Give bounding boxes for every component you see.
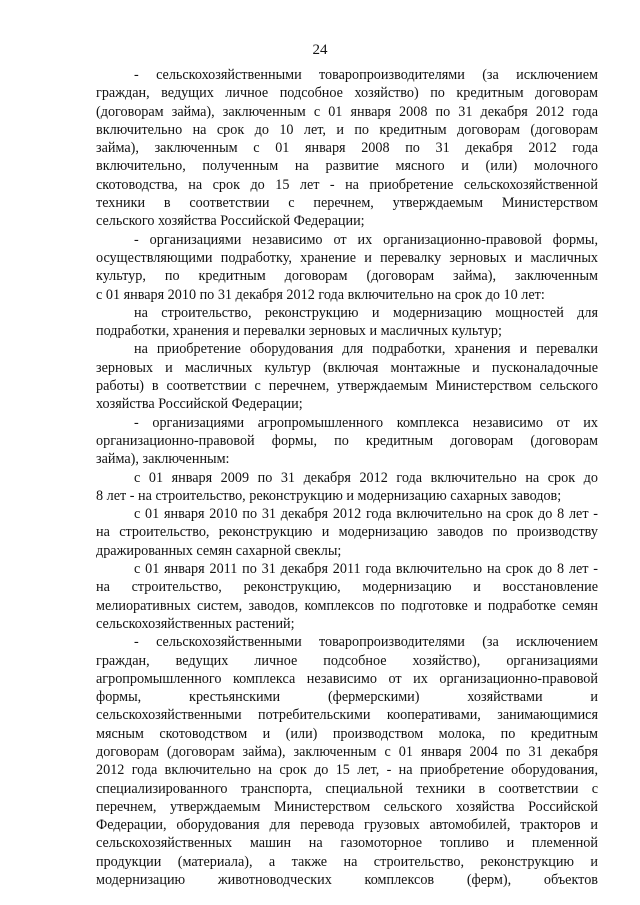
text-line: хозяйства Российской Федерации; [96, 396, 303, 413]
text-line: на строительство, реконструкцию, модернизацию и восстановление [96, 579, 598, 596]
paragraph [96, 66, 598, 231]
text-line: - организациями независимо от их организационно-правовой формы, [134, 231, 598, 248]
paragraph [96, 231, 598, 304]
text-line: сельскохозяйственными потребительскими кооперативами, занимающимися [96, 707, 598, 724]
text-line: Федерации, оборудования для перевода грузовых автомобилей, тракторов и [96, 817, 598, 834]
text-line: подработки, хранения и перевалки зерновых и масличных культур; [96, 323, 502, 340]
text-line: зерновых и масличных культур (включая монтажные и пусконаладочные [96, 359, 598, 376]
text-line: включительно, полученным на развитие мясного и (или) молочного [96, 158, 598, 175]
text-line: сельского хозяйства Российской Федерации; [96, 213, 365, 230]
text-line: мясным скотоводством и (или) производством молока, по кредитным [96, 725, 598, 742]
text-line: на приобретение оборудования для подработки, хранения и перевалки [134, 341, 598, 358]
paragraph [96, 560, 598, 633]
text-line: мелиоративных систем, заводов, комплексов по подготовке и подработке семян [96, 597, 598, 614]
text-line: с 01 января 2011 по 31 декабря 2011 года включительно на срок до 8 лет - [134, 561, 598, 578]
text-line: продукции (материала), а также на строительство, реконструкцию и [96, 853, 598, 870]
text-line: осуществляющими подработку, хранение и перевалку зерновых и масличных [96, 249, 598, 266]
text-line: организационно-правовой формы, по кредитным договорам (договорам [96, 432, 598, 449]
paragraph [96, 633, 598, 889]
text-line: техники в соответствии с перечнем, утверждаемым Министерством [96, 195, 598, 212]
text-line: займа), заключенным с 01 января 2008 по 31 декабря 2012 года [96, 140, 598, 157]
text-line: сельскохозяйственных растений; [96, 615, 295, 632]
text-line: скотоводства, на срок до 15 лет - на приобретение сельскохозяйственной [96, 176, 598, 193]
text-line: с 01 января 2010 по 31 декабря 2012 года включительно на срок до 10 лет: [96, 286, 545, 303]
text-line: перечнем, утверждаемым Министерством сельского хозяйства Российской [96, 798, 598, 815]
text-line: культур, по кредитным договорам (договорам займа), заключенным [96, 268, 598, 285]
document-body [96, 66, 598, 889]
paragraph [96, 304, 598, 341]
text-line: с 01 января 2010 по 31 декабря 2012 года включительно на срок до 8 лет - [134, 506, 598, 523]
text-line: 8 лет - на строительство, реконструкцию и модернизацию сахарных заводов; [96, 487, 562, 504]
text-line: - сельскохозяйственными товаропроизводителями (за исключением [134, 634, 598, 651]
text-line: - организациями агропромышленного комплекса независимо от их [134, 414, 598, 431]
text-line: - сельскохозяйственными товаропроизводителями (за исключением [134, 67, 598, 83]
text-line: формы, крестьянскими (фермерскими) хозяйствами и [96, 689, 598, 706]
text-line: 2012 года включительно на срок до 15 лет, - на приобретение оборудования, [96, 762, 598, 779]
text-line: (договорам займа), заключенным с 01 января 2008 по 31 декабря 2012 года [96, 103, 598, 120]
text-line: с 01 января 2009 по 31 декабря 2012 года включительно на срок до [134, 469, 598, 486]
text-line: сельскохозяйственных машин на газомоторное топливо и племенной [96, 835, 598, 852]
text-line: на строительство, реконструкцию и модернизацию заводов по производству [96, 524, 598, 541]
text-line: агропромышленного комплекса независимо от их организационно-правовой [96, 670, 598, 687]
text-line: на строительство, реконструкцию и модернизацию мощностей для [134, 304, 598, 321]
text-line: договорам (договорам займа), заключенным с 01 января 2004 по 31 декабря [96, 743, 598, 760]
paragraph [96, 340, 598, 413]
text-line: специализированного транспорта, специальной техники в соответствии с [96, 780, 598, 797]
paragraph [96, 414, 598, 469]
text-line: граждан, ведущих личное подсобное хозяйство) по кредитным договорам [96, 85, 598, 102]
text-line: включительно на срок до 10 лет, и по кредитным договорам (договорам [96, 121, 598, 138]
paragraph [96, 505, 598, 560]
text-line: граждан, ведущих личное подсобное хозяйство), организациями [96, 652, 598, 669]
text-line: займа), заключенным: [96, 451, 230, 468]
text-line: дражированных семян сахарной свеклы; [96, 542, 342, 559]
page-number: 24 [312, 42, 328, 58]
paragraph [96, 469, 598, 506]
text-line: работы) в соответствии с перечнем, утверждаемым Министерством сельского [96, 378, 598, 395]
text-line: модернизацию животноводческих комплексов (ферм), объектов [96, 872, 598, 889]
